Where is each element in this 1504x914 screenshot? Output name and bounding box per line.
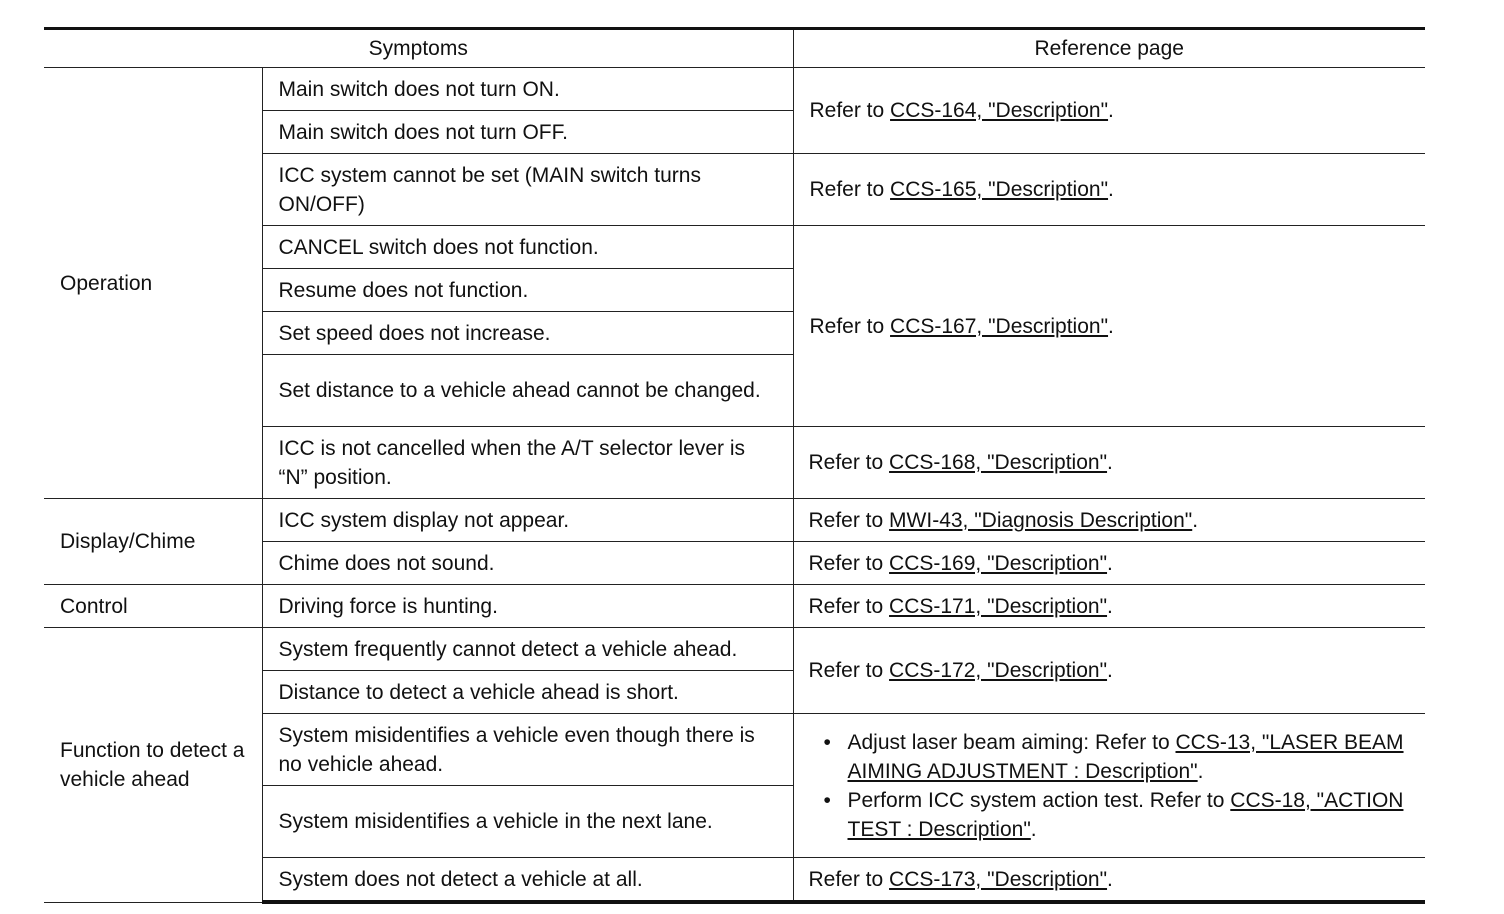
reference-link[interactable]: CCS-13, "LASER BEAM AIMING ADJUSTMENT : Description" — [847, 730, 1404, 783]
symptom-cell: Main switch does not turn OFF. — [262, 111, 793, 154]
symptom-cell: ICC system cannot be set (MAIN switch turns ON/OFF) — [262, 154, 793, 226]
reference-link[interactable]: CCS-164, "Description" — [890, 99, 1109, 122]
reference-cell: Refer to CCS-168, "Description". — [793, 427, 1425, 499]
reference-cell: Refer to CCS-164, "Description". — [793, 68, 1425, 154]
symptom-cell: CANCEL switch does not function. — [262, 226, 793, 269]
symptom-table — [44, 27, 1425, 904]
category-control: Control — [44, 585, 262, 628]
reference-cell: Refer to CCS-171, "Description". — [793, 585, 1425, 628]
symptom-cell: Main switch does not turn ON. — [262, 68, 793, 111]
reference-link[interactable]: CCS-172, "Description" — [889, 659, 1108, 682]
symptom-cell: Distance to detect a vehicle ahead is short. — [262, 671, 793, 714]
reference-cell: Refer to CCS-172, "Description". — [793, 628, 1425, 714]
symptom-cell: ICC system display not appear. — [262, 499, 793, 542]
reference-link[interactable]: CCS-169, "Description" — [889, 551, 1108, 575]
list-item: • Adjust laser beam aiming: Refer to CCS-13, "LASER BEAM AIMING ADJUSTMENT : Description". — [848, 728, 1410, 786]
symptom-cell: Set distance to a vehicle ahead cannot be changed. — [262, 355, 793, 427]
reference-link[interactable]: MWI-43, "Diagnosis Description" — [889, 508, 1193, 532]
reference-link[interactable]: CCS-173, "Description" — [889, 867, 1108, 891]
category-operation: Operation — [44, 68, 262, 499]
table-row — [44, 585, 1425, 628]
symptom-cell: ICC is not cancelled when the A/T selector lever is “N” position. — [262, 427, 793, 499]
header-reference: Reference page — [793, 29, 1425, 68]
reference-link[interactable]: CCS-171, "Description" — [889, 594, 1108, 618]
reference-link[interactable]: CCS-168, "Description" — [889, 451, 1108, 474]
symptom-cell: System misidentifies a vehicle in the next lane. — [262, 786, 793, 858]
table-row — [44, 628, 1425, 671]
reference-cell: Refer to MWI-43, "Diagnosis Description". — [793, 499, 1425, 542]
reference-bullet-list — [810, 728, 1410, 844]
reference-link[interactable]: CCS-165, "Description" — [890, 178, 1109, 201]
category-function-detect: Function to detect a vehicle ahead — [44, 628, 262, 903]
symptom-cell: Resume does not function. — [262, 269, 793, 312]
symptom-cell: Driving force is hunting. — [262, 585, 793, 628]
reference-link[interactable]: CCS-18, "ACTION TEST : Description" — [847, 788, 1404, 841]
header-row — [44, 29, 1425, 68]
reference-cell: Refer to CCS-173, "Description". — [793, 858, 1425, 903]
header-symptoms: Symptoms — [44, 29, 793, 68]
symptom-cell: System does not detect a vehicle at all. — [262, 858, 793, 903]
reference-link[interactable]: CCS-167, "Description" — [890, 314, 1109, 338]
symptom-cell: System misidentifies a vehicle even though there is no vehicle ahead. — [262, 714, 793, 786]
symptom-cell: Set speed does not increase. — [262, 312, 793, 355]
symptom-cell: System frequently cannot detect a vehicle ahead. — [262, 628, 793, 671]
reference-cell — [793, 714, 1425, 858]
table-row — [44, 68, 1425, 111]
list-item: • Perform ICC system action test. Refer to CCS-18, "ACTION TEST : Description". — [848, 786, 1410, 844]
reference-cell: Refer to CCS-169, "Description". — [793, 542, 1425, 585]
reference-cell: Refer to CCS-167, "Description". — [793, 226, 1425, 427]
category-display-chime: Display/Chime — [44, 499, 262, 585]
symptom-cell: Chime does not sound. — [262, 542, 793, 585]
table-row — [44, 499, 1425, 542]
reference-cell: Refer to CCS-165, "Description". — [793, 154, 1425, 226]
